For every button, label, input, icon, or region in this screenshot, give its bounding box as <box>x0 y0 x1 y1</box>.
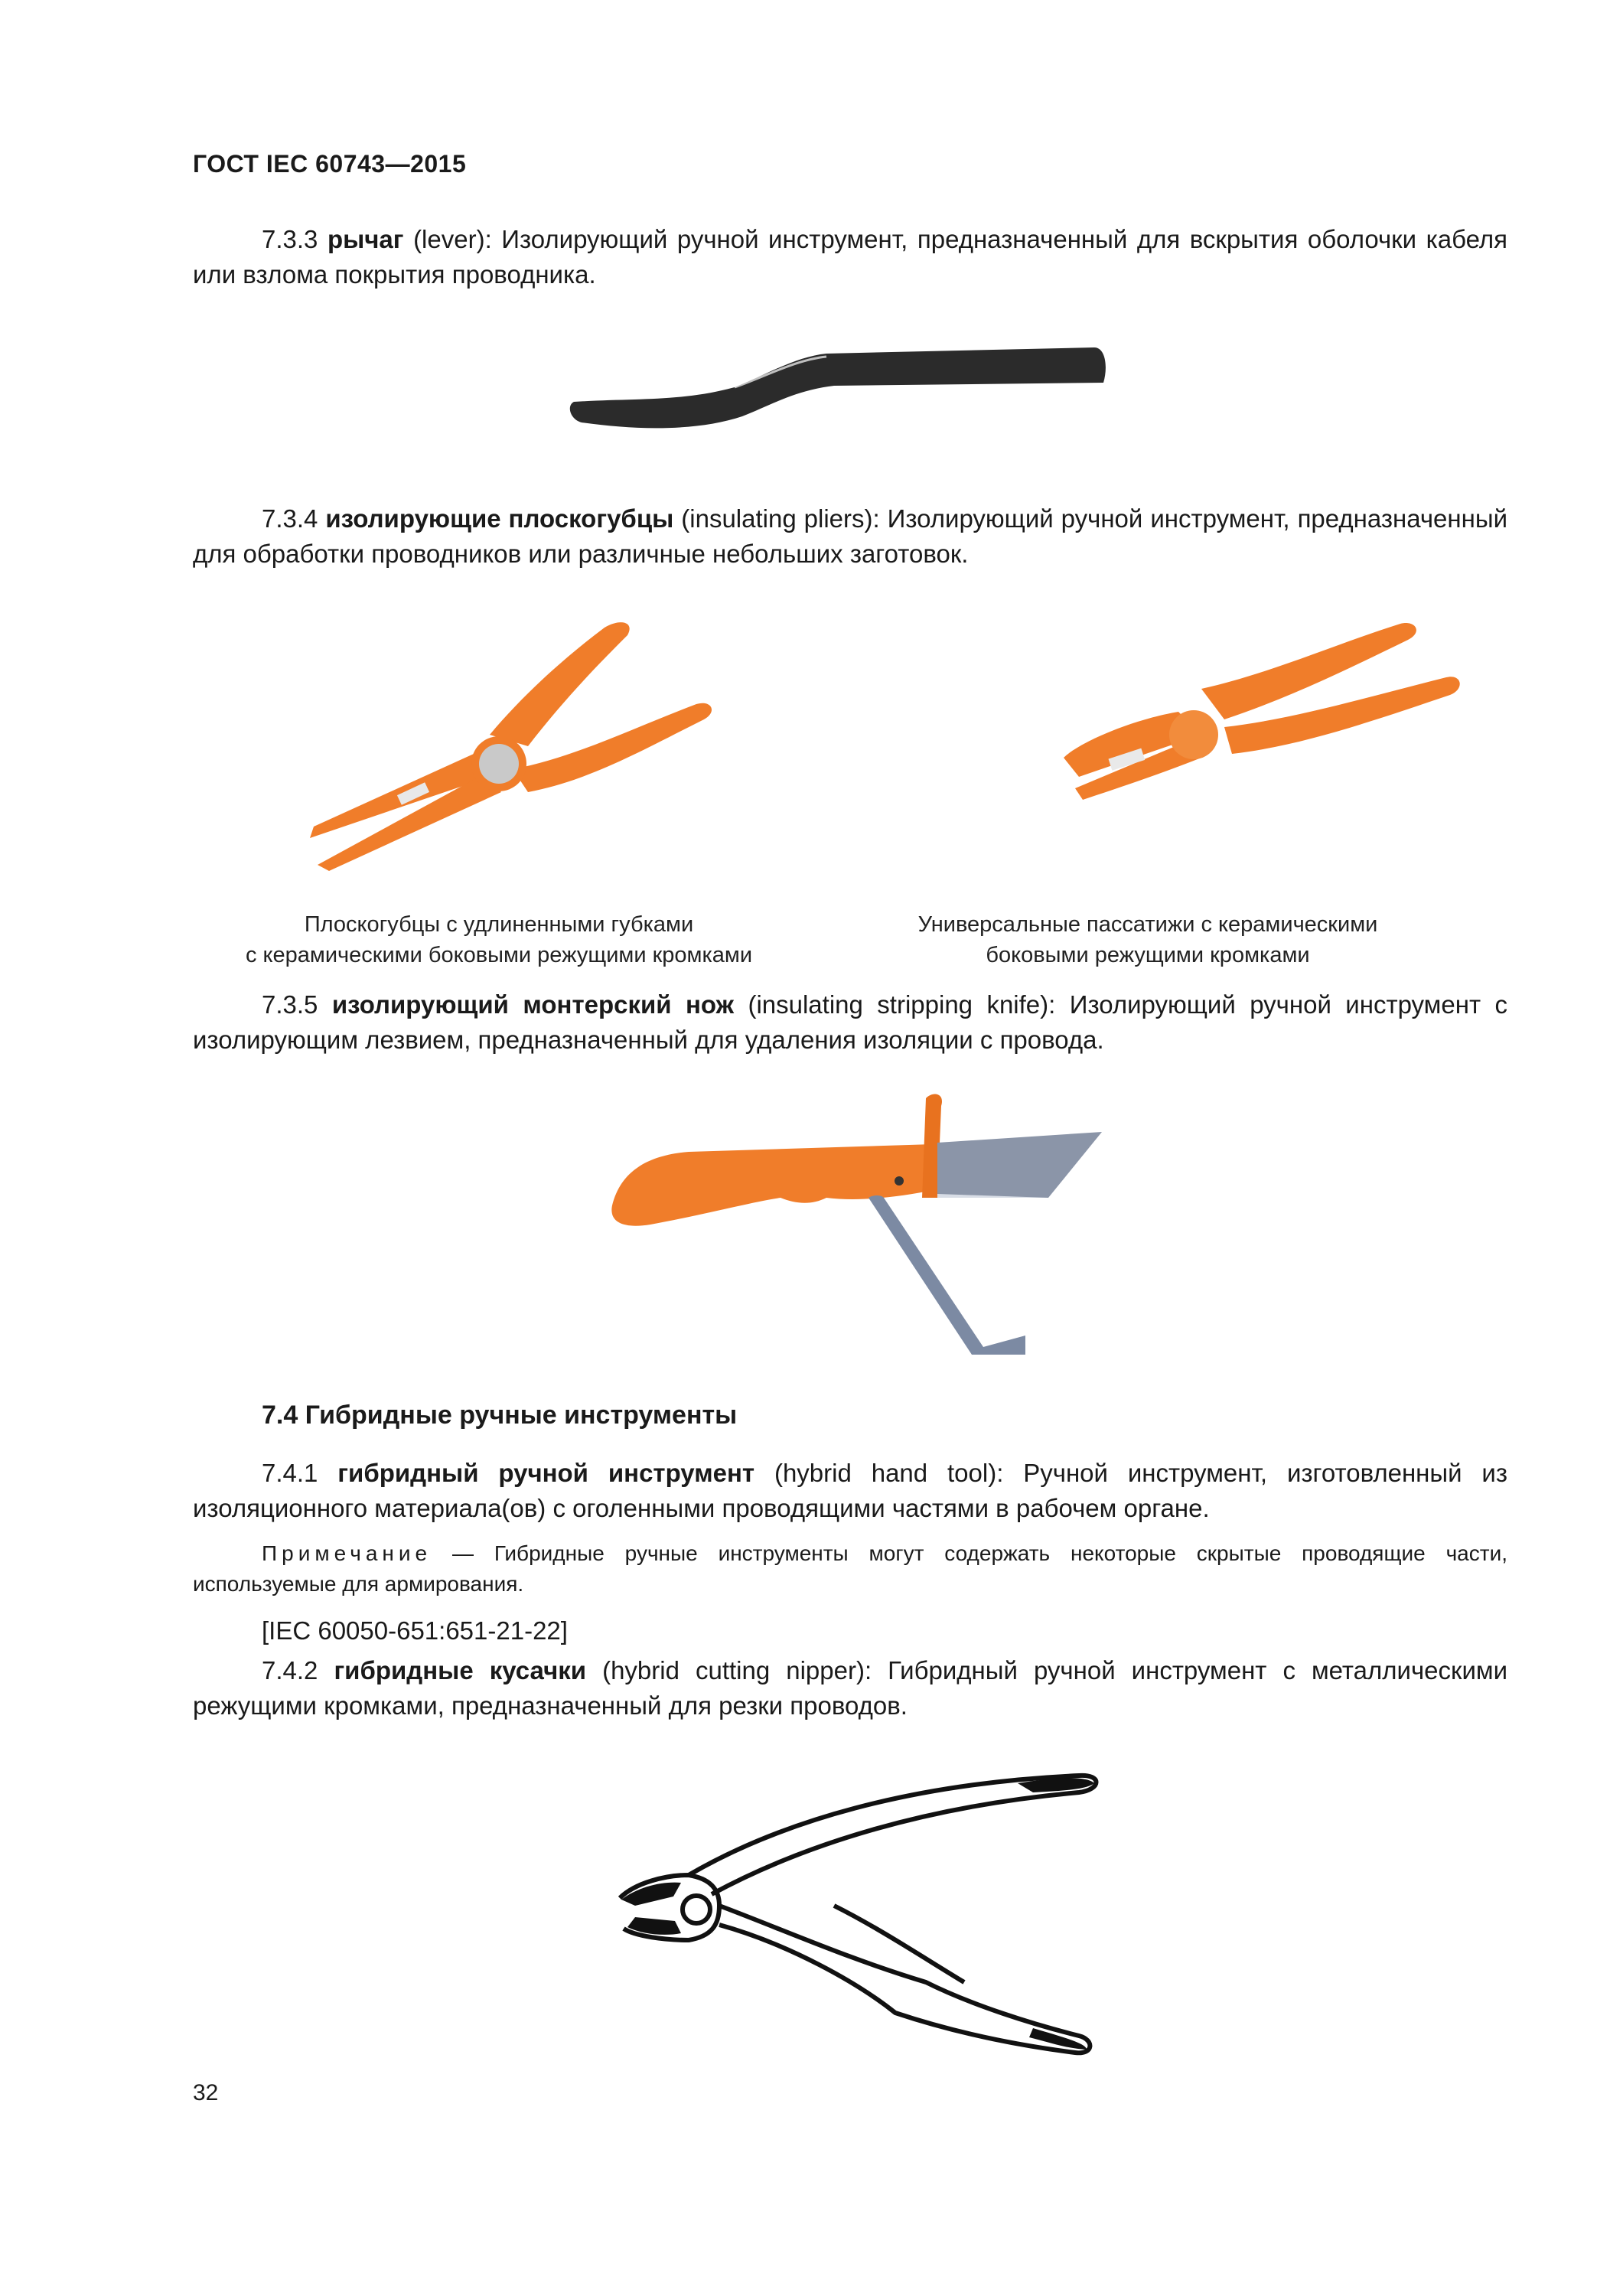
long-nose-pliers-image <box>298 605 727 880</box>
definition: (lever): Изолирующий ручной инструмент, предназначенный для вскрытия оболочки кабеля или взлома покрытия проводника. <box>193 225 1507 289</box>
caption-left-line2: с керамическими боковыми режущими кромками <box>245 943 753 967</box>
clause-number: 7.4.1 <box>262 1459 318 1487</box>
note-label: Примечание <box>262 1541 432 1565</box>
term: гибридные кусачки <box>334 1656 587 1684</box>
note-text: — Гибридные ручные инструменты могут содержать некоторые скрытые проводящие части, используемые для армирования. <box>193 1541 1507 1596</box>
section-7-3-3 <box>193 222 1507 292</box>
term: изолирующие плоскогубцы <box>325 504 674 533</box>
section-7-4-2 <box>193 1653 1507 1724</box>
term: гибридный ручной инструмент <box>337 1459 755 1487</box>
document-header: ГОСТ IEC 60743—2015 <box>193 150 467 178</box>
definition: (insulating pliers): Изолирующий ручной инструмент, предназначенный для обработки проводников или различные небольших заготовок. <box>193 504 1508 568</box>
stripping-knife-image <box>597 1083 1117 1389</box>
cutting-nipper-image <box>605 1753 1125 2059</box>
clause-number: 7.3.4 <box>262 504 318 533</box>
caption-right-line2: боковыми режущими кромками <box>986 943 1310 967</box>
caption-right-line1: Универсальные пассатижи с керамическими <box>917 912 1378 937</box>
definition: (hybrid cutting nipper): Гибридный ручной инструмент с металлическими режущими кромками, предназначенный для резки проводов. <box>193 1656 1507 1720</box>
clause-number: 7.3.3 <box>262 225 318 253</box>
term: рычаг <box>327 225 404 253</box>
section-7-4-1 <box>193 1456 1507 1526</box>
page-number: 32 <box>193 2080 219 2105</box>
lever-image <box>566 337 1117 444</box>
section-7-4-heading: 7.4 Гибридные ручные инструменты <box>262 1401 738 1430</box>
caption-left <box>193 909 805 970</box>
term: изолирующий монтерский нож <box>331 990 735 1019</box>
caption-left-line1: Плоскогубцы с удлиненными губками <box>304 912 694 937</box>
note <box>193 1538 1507 1600</box>
section-7-3-5 <box>193 987 1507 1058</box>
section-7-3-4 <box>193 501 1507 572</box>
combination-pliers-image <box>1048 605 1477 827</box>
iec-reference: [IEC 60050-651:651-21-22] <box>262 1616 568 1645</box>
definition: (hybrid hand tool): Ручной инструмент, изготовленный из изоляционного материала(ов) с оголенными проводящими частями в рабочем органе. <box>193 1459 1507 1522</box>
clause-number: 7.4.2 <box>262 1656 318 1684</box>
caption-right <box>842 909 1454 970</box>
definition: (insulating stripping knife): Изолирующий ручной инструмент с изолирующим лезвием, предназначенный для удаления изоляции с провода. <box>193 990 1507 1054</box>
clause-number: 7.3.5 <box>262 990 318 1019</box>
